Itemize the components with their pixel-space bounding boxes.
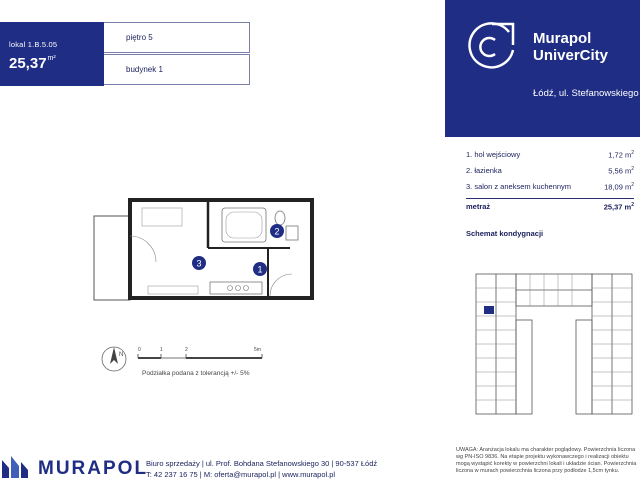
building-cell — [104, 54, 250, 85]
floor-cell — [104, 22, 250, 53]
room-marker-3 — [192, 256, 206, 270]
floor-label: piętro 5 — [126, 33, 153, 42]
unit-id-panel — [0, 22, 104, 86]
sales-office-address: Biuro sprzedaży | ul. Prof. Bohdana Stefanowskiego 30 | 90-537 Łódź — [146, 459, 378, 468]
room-name: 1. hol wejściowy — [466, 150, 521, 159]
room-row — [466, 150, 634, 162]
unit-id-label: lokal 1.B.5.05 — [9, 40, 58, 49]
brand-panel — [445, 0, 640, 137]
room-marker-1 — [253, 262, 267, 276]
svg-text:2: 2 — [274, 226, 280, 237]
total-area-row — [466, 202, 634, 214]
brand-name-line1: Murapol — [533, 30, 592, 47]
apartment-floor-plan — [90, 196, 320, 306]
total-area: 25,37 $m^2$ — [603, 202, 634, 212]
svg-text:1: 1 — [257, 264, 263, 275]
footer-brand-name: MURAPOL — [38, 458, 149, 479]
total-label: metraż — [466, 202, 491, 211]
building-floor-schema — [474, 270, 634, 420]
compass-icon — [97, 342, 131, 376]
unit-area-value: 25,37 — [9, 55, 47, 72]
scale-tick: 1 — [160, 347, 163, 353]
disclaimer-note: UWAGA: Aranżacja lokalu ma charakter poglądowy. Powierzchnia liczona wg PN-ISO 9836. Na etapie projektu wykonawczego i realizacji obiektu mogą wystąpić korekty w powierzchni lokali i układzie ścian. Powierzchnia liczona w murach powierzchnia liczona przy podłodze 1,5cm tynku. — [456, 447, 637, 474]
investment-address: Łódź, ul. Stefanowskiego — [533, 88, 639, 99]
room-row — [466, 166, 634, 178]
unit-info-box — [0, 22, 250, 86]
contact-info: T: 42 237 16 75 | M: oferta@murapol.pl | www.murapol.pl — [146, 470, 336, 479]
tolerance-note: Podziałka podana z tolerancją +/- 5% — [142, 370, 250, 377]
univercity-logo-icon — [465, 20, 519, 74]
room-name: 2. łazienka — [466, 166, 502, 175]
floor-schema-title: Schemat kondygnacji — [466, 229, 544, 238]
brand-name — [533, 30, 608, 64]
unit-area-unit: m² — [47, 55, 56, 62]
building-label: budynek 1 — [126, 65, 163, 74]
svg-text:3: 3 — [196, 258, 202, 269]
scale-tick: 5m — [254, 347, 261, 353]
brand-name-line2: UniverCity — [533, 47, 609, 64]
room-marker-2 — [270, 224, 284, 238]
room-name: 3. salon z aneksem kuchennym — [466, 182, 572, 191]
scale-tick: 2 — [185, 347, 188, 353]
svg-text:N: N — [119, 352, 124, 358]
unit-area — [9, 55, 56, 72]
room-area: 18,09 $m^2$ — [604, 182, 634, 192]
scale-bar — [136, 344, 266, 364]
murapol-logo-icon — [0, 454, 30, 480]
room-row — [466, 182, 634, 194]
table-divider — [466, 198, 634, 199]
highlighted-unit — [484, 306, 494, 314]
room-area: 1,72 $m^2$ — [608, 150, 634, 160]
scale-tick: 0 — [138, 347, 141, 353]
room-area: 5,56 $m^2$ — [608, 166, 634, 176]
